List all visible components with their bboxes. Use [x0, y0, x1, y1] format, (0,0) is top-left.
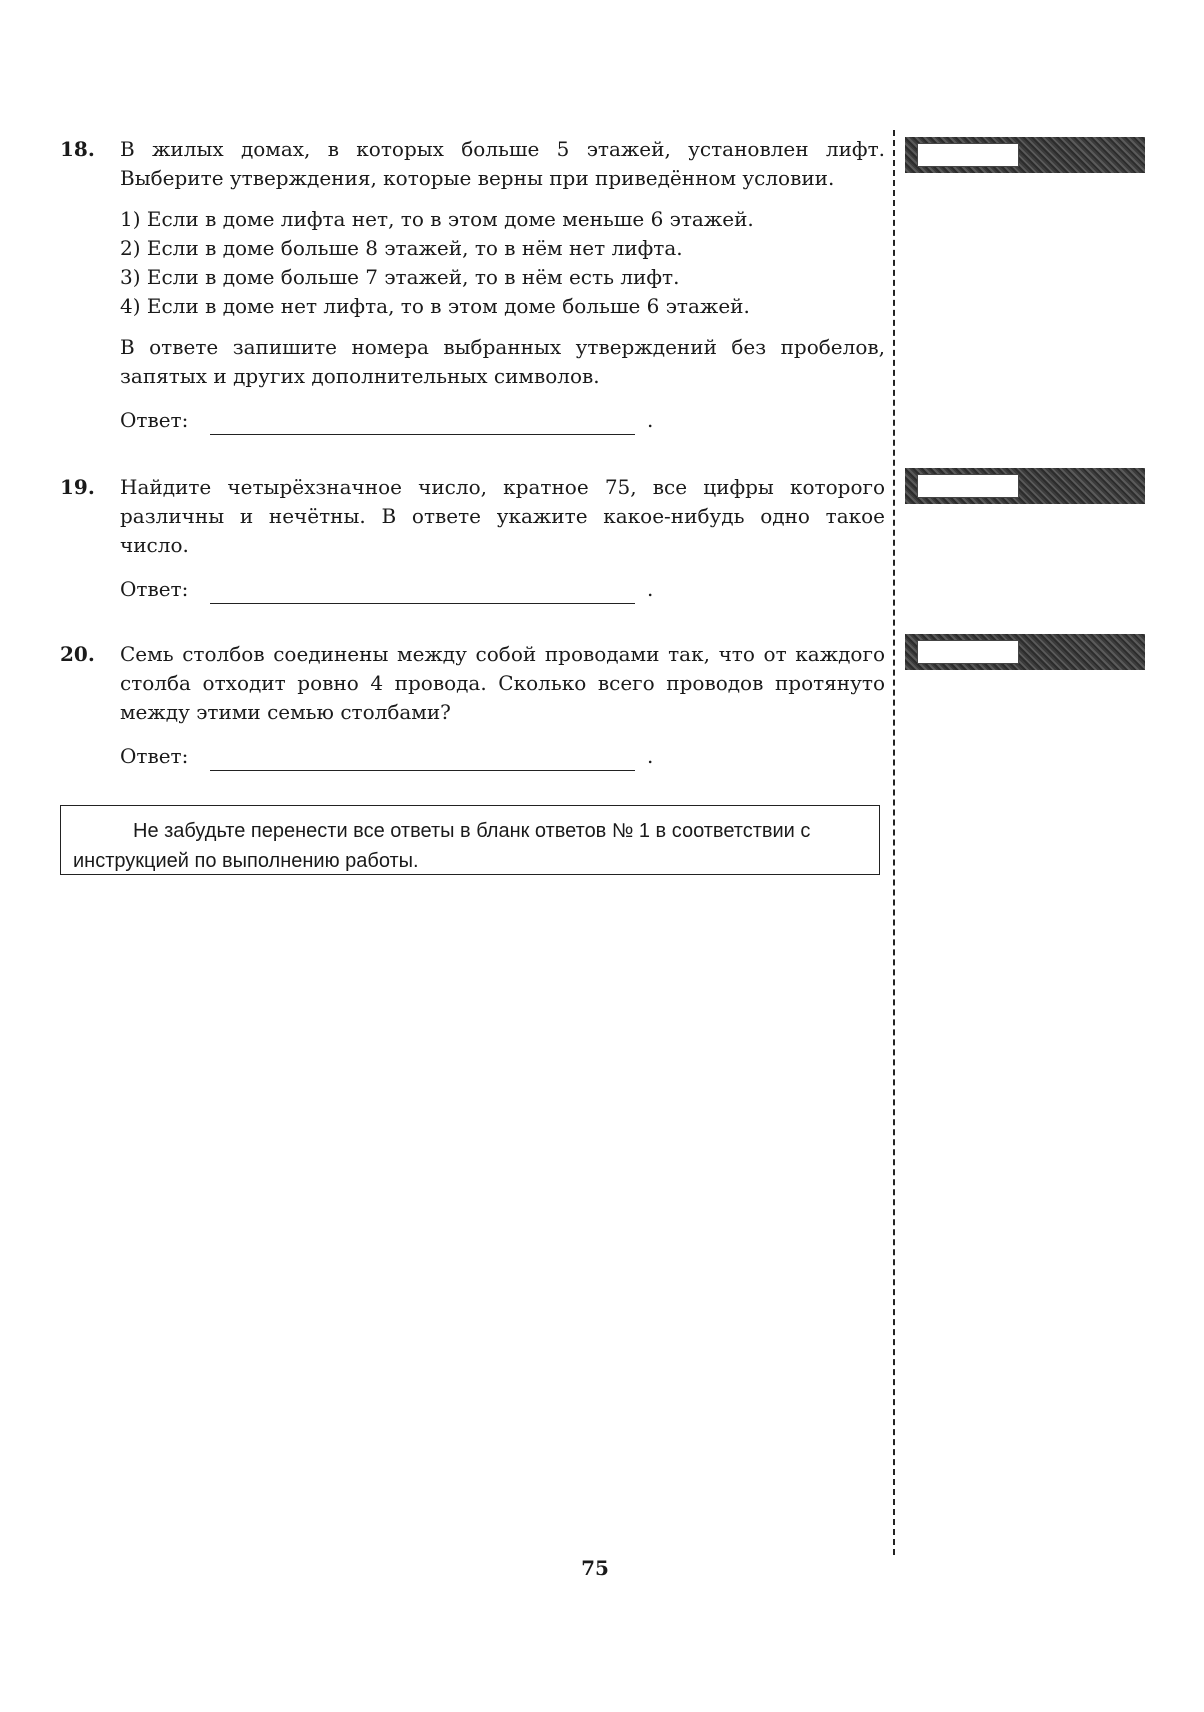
options-list: [120, 205, 885, 321]
cut-line: [893, 130, 895, 1555]
answer-row: [120, 741, 885, 771]
task-note: В ответе запишите номера выбранных утверждений без пробелов, запятых и других дополнительных символов.: [120, 335, 885, 388]
answer-period: .: [647, 577, 654, 601]
answer-label: Ответ:: [120, 408, 189, 432]
task-number: 18.: [60, 137, 95, 161]
answer-label: Ответ:: [120, 577, 189, 601]
answer-period: .: [647, 744, 654, 768]
option-1: 1) Если в доме лифта нет, то в этом доме меньше 6 этажей.: [120, 207, 754, 231]
task-18: [60, 135, 885, 435]
answer-row: [120, 405, 885, 435]
page-number: 75: [581, 1556, 609, 1580]
option-2: 2) Если в доме больше 8 этажей, то в нём нет лифта.: [120, 236, 683, 260]
task-19: [60, 473, 885, 604]
task-20: [60, 640, 885, 771]
option-4: 4) Если в доме нет лифта, то в этом доме больше 6 этажей.: [120, 294, 750, 318]
answer-period: .: [647, 408, 654, 432]
answer-row: [120, 574, 885, 604]
answer-code-box-20: [905, 634, 1145, 670]
task-text: В жилых домах, в которых больше 5 этажей, установлен лифт. Выберите утверждения, которые верны при приведённом условии.: [120, 137, 885, 190]
answer-code-box-19: [905, 468, 1145, 504]
answer-code-box-18: [905, 137, 1145, 173]
answer-field[interactable]: [210, 412, 635, 435]
answer-field[interactable]: [210, 581, 635, 604]
task-text: Семь столбов соединены между собой проводами так, что от каждого столба отходит ровно 4 провода. Сколько всего проводов протянуто между этими семью столбами?: [120, 642, 885, 724]
answer-field[interactable]: [210, 748, 635, 771]
reminder-box: Не забудьте перенести все ответы в бланк ответов № 1 в соответствии с инструкцией по выполнению работы.: [60, 805, 880, 875]
task-text: Найдите четырёхзначное число, кратное 75, все цифры которого различны и нечётны. В ответе укажите какое-нибудь одно такое число.: [120, 475, 885, 557]
task-number: 20.: [60, 642, 95, 666]
answer-label: Ответ:: [120, 744, 189, 768]
task-number: 19.: [60, 475, 95, 499]
option-3: 3) Если в доме больше 7 этажей, то в нём есть лифт.: [120, 265, 680, 289]
